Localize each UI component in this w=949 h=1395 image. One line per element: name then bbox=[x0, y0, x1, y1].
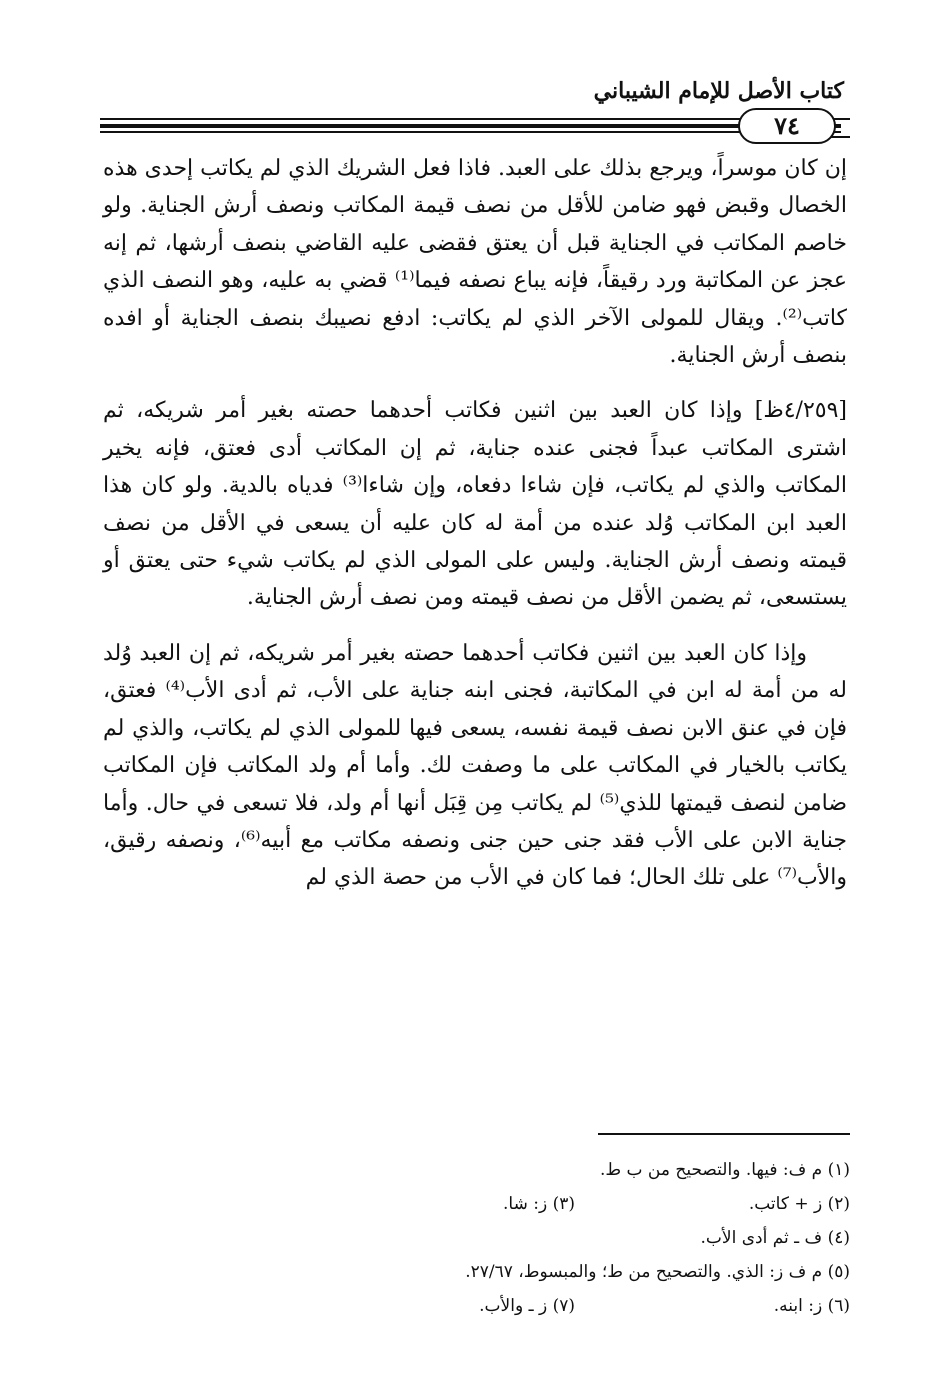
main-text bbox=[103, 150, 847, 897]
footnote-7: (٧) ز ـ والأب. bbox=[479, 1296, 575, 1316]
footnote-3: (٣) ز: شا. bbox=[503, 1194, 575, 1214]
footnote-separator bbox=[598, 1133, 850, 1135]
footnote-4: (٤) ف ـ ثم أدى الأب. bbox=[700, 1228, 850, 1248]
page-number: ٧٤ bbox=[738, 108, 836, 144]
running-title: كتاب الأصل للإمام الشيباني bbox=[593, 78, 844, 104]
footnote-1: (١) م ف: فيها. والتصحيح من ب ط. bbox=[599, 1160, 850, 1180]
paragraph-3: وإذا كان العبد بين اثنين فكاتب أحدهما حصته بغير أمر شريكه، ثم إن العبد وُلد له من أمة له ابن في المكاتبة، فجنى ابنه جناية على الأب، ثم أدى الأب⁽⁴⁾ فعتق، فإن في عنق الابن نصف قيمة نفسه، يسعى فيها للمولى الذي لم يكاتب، والذي لم يكاتب بالخيار في المكاتب على ما وصفت لك. وأما أم ولد المكاتب فإن المكاتب ضامن لنصف قيمتها للذي⁽⁵⁾ لم يكاتب مِن قِبَل أنها أم ولد، فلا تسعى في حال. وأما جناية الابن على الأب فقد جنى حين جنى ونصفه مكاتب مع أبيه⁽⁶⁾، ونصفه رقيق، والأب⁽⁷⁾ على تلك الحال؛ فما كان في الأب من حصة الذي لم bbox=[103, 640, 848, 891]
paragraph-1: إن كان موسراً، ويرجع بذلك على العبد. فاذا فعل الشريك الذي لم يكاتب إحدى هذه الخصال وقبض فهو ضامن للأقل من نصف قيمة المكاتب ونصف أرش الجناية. ولو خاصم المكاتب في الجناية قبل أن يعتق فقضى عليه القاضي بنصف أرشها، ثم إنه عجز عن المكاتبة ورد رقيقاً، فإنه يباع نصفه فيما⁽¹⁾ قضي به عليه، وهو النصف الذي كاتب⁽²⁾. ويقال للمولى الآخر الذي لم يكاتب: ادفع نصيبك بنصف الجناية أو افده بنصف أرش الجناية. bbox=[103, 156, 847, 369]
header-rule-thick bbox=[100, 124, 841, 128]
footnote-6: (٦) ز: ابنه. bbox=[773, 1296, 850, 1316]
footnote-5: (٥) م ف ز: الذي. والتصحيح من ط؛ والمبسوط، ٢٧/٦٧. bbox=[465, 1262, 850, 1282]
paragraph-2: [٤/٢٥٩ظ] وإذا كان العبد بين اثنين فكاتب أحدهما حصته بغير أمر شريكه، ثم اشترى المكاتب عبداً فجنى عنده جناية، ثم إن المكاتب أدى فعتق، فإنه يخير المكاتب والذي لم يكاتب، فإن شاءا دفعاه، وإن شاءا⁽³⁾ فدياه بالدية. ولو كان هذا العبد ابن المكاتب وُلد عنده من أمة له كان عليه أن يسعى في الأقل من نصف قيمته ونصف أرش الجناية. وليس على المولى الذي لم يكاتب شيء حتى يعتق أو يستسعى، ثم يضمن الأقل من نصف قيمته ومن نصف أرش الجناية. bbox=[103, 398, 848, 611]
header-rule-top bbox=[100, 118, 841, 120]
footnote-2: (٢) ز + كاتب. bbox=[748, 1194, 850, 1214]
footnotes bbox=[300, 1153, 850, 1323]
header-rule-bottom bbox=[100, 131, 841, 133]
